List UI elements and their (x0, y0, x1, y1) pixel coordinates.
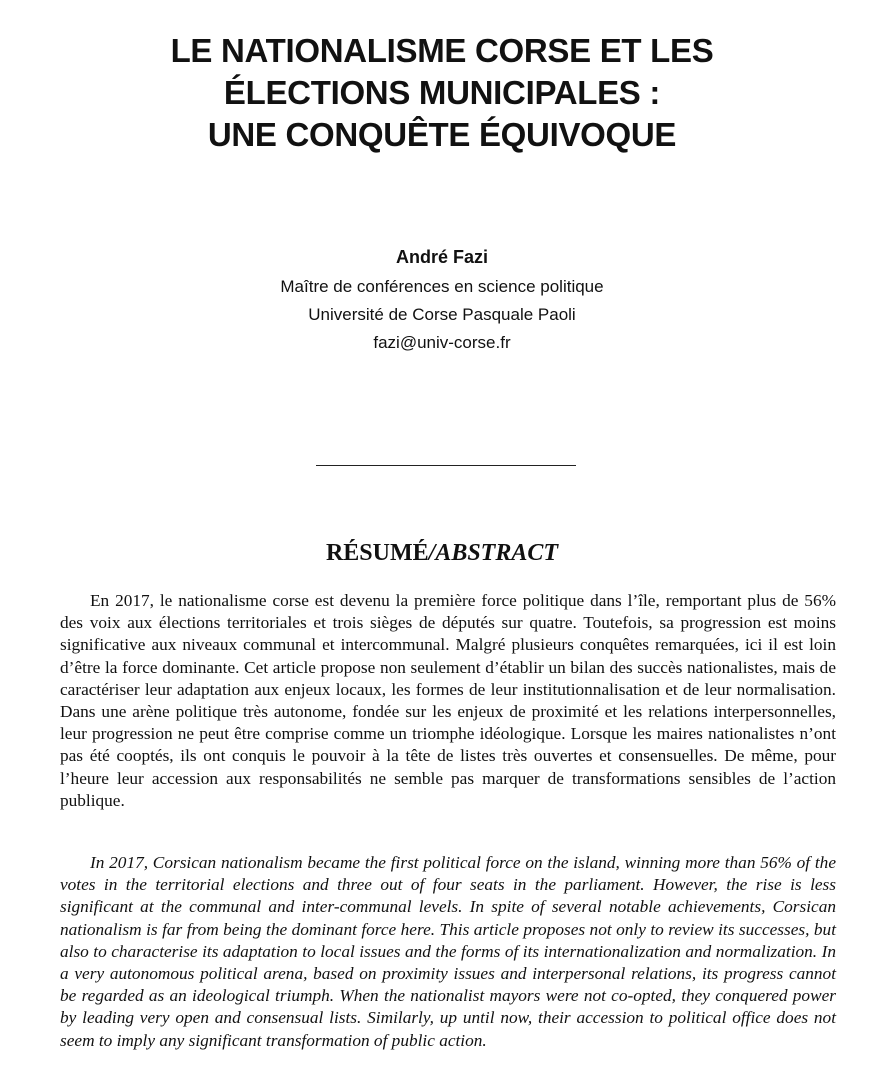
title-line: UNE CONQUÊTE ÉQUIVOQUE (207, 116, 677, 153)
heading-separator: / (428, 540, 436, 566)
abstract-english: In 2017, Corsican nationalism became the first political force on the island, winning more than 56% of the votes in the territorial elections and three out of four seats in the parliament. However, the rise is less significant at the communal and inter-communal levels. In spite of several notable achievements, Corsican nationalism is far from being the dominant force here. This article proposes not only to review its successes, but also to characterise its adaptation to local issues and the forms of its internationalization and normalization. In a very autonomous political arena, based on proximity issues and interpersonal relations, its progress cannot be regarded as an ideological triumph. When the nationalist mayors were not co-opted, they conquered power by leading very open and consensual lists. Similarly, up until now, their accession to political office does not seem to imply any significant transformation of public action. (60, 853, 836, 1050)
section-divider (316, 465, 576, 466)
author-position: Maître de conférences en science politique (280, 277, 604, 296)
author-name: André Fazi (395, 247, 488, 267)
article-title (60, 30, 824, 156)
author-institution: Université de Corse Pasquale Paoli (308, 305, 576, 324)
abstract-french: En 2017, le nationalisme corse est devenu la première force politique dans l’île, remportant plus de 56% des voix aux élections territoriales et trois sièges de députés sur quatre. Toutefois, sa progression est moins significative aux niveaux communal et intercommunal. Malgré plusieurs conquêtes remarquées, ici il est loin d’être la force dominante. Cet article propose non seulement d’établir un bilan des succès nationalistes, mais de caractériser leur adaptation aux enjeux locaux, les formes de leur institutionnalisation et de leur normalisation. Dans une arène politique très autonome, fondée sur les enjeux de proximité et les relations interpersonnelles, leur progression ne peut être comprise comme un triomphe idéologique. Lorsque les maires nationalistes n’ont pas été cooptés, ils ont conquis le pouvoir à la tête de listes très ouvertes et consensuelles. De même, pour l’heure leur accession aux responsabilités ne semble pas marquer de transformations sensibles de l’action publique. (60, 591, 836, 810)
abstract-heading (100, 538, 784, 568)
author-block (150, 244, 734, 357)
author-email: fazi@univ-corse.fr (373, 333, 511, 352)
heading-abstract: ABSTRACT (435, 540, 559, 566)
title-line: LE NATIONALISME CORSE ET LES (170, 32, 714, 69)
heading-resume: RÉSUMÉ (325, 540, 429, 566)
title-line: ÉLECTIONS MUNICIPALES : (223, 74, 661, 111)
